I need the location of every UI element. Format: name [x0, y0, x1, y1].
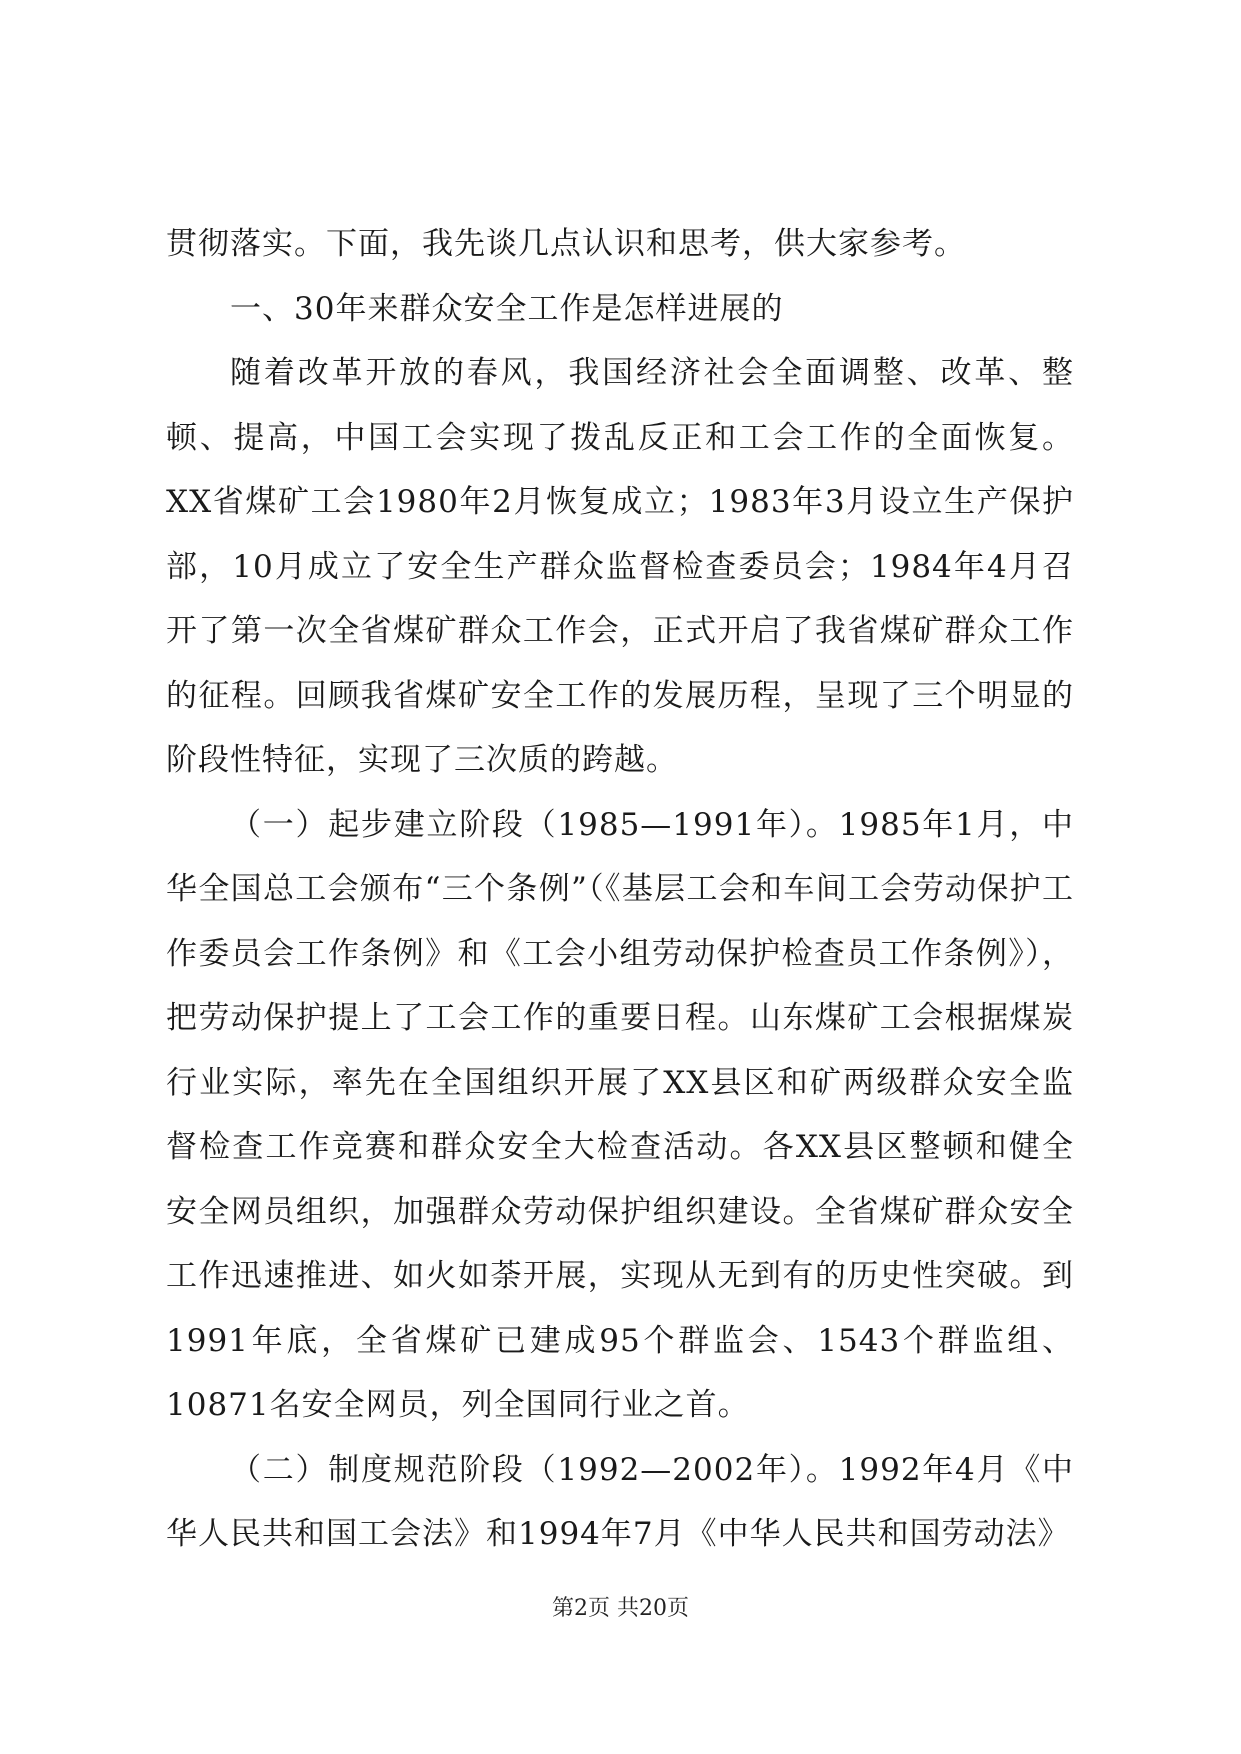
- paragraph-continuation: 贯彻落实。下面，我先谈几点认识和思考，供大家参考。: [166, 226, 966, 262]
- paragraph-stage-one: （一）起步建立阶段（1985—1991年）。1985年1月，中华全国总工会颁布“三个条例”（《基层工会和车间工会劳动保护工作委员会工作条例》和《工会小组劳动保护检查员工作条例》），把劳动保护提上了工会工作的重要日程。山东煤矿工会根据煤炭行业实际，率先在全国组织开展了XX县区和矿两级群众安全监督检查工作竞赛和群众安全大检查活动。各XX县区整顿和健全安全网员组织，加强群众劳动保护组织建设。全省煤矿群众安全工作迅速推进、如火如荼开展，实现从无到有的历史性突破。到1991年底，全省煤矿已建成95个群监会、1543个群监组、10871名安全网员，列全国同行业之首。: [166, 806, 1074, 1423]
- paragraph-intro: 随着改革开放的春风，我国经济社会全面调整、改革、整顿、提高，中国工会实现了拨乱反正和工会工作的全面恢复。XX省煤矿工会1980年2月恢复成立；1983年3月设立生产保护部，10月成立了安全生产群众监督检查委员会；1984年4月召开了第一次全省煤矿群众工作会，正式开启了我省煤矿群众工作的征程。回顾我省煤矿安全工作的发展历程，呈现了三个明显的阶段性特征，实现了三次质的跨越。: [166, 355, 1074, 778]
- page-footer: 第2页 共20页: [552, 1596, 689, 1621]
- document-body: [166, 212, 1074, 1567]
- section-heading: 一、30年来群众安全工作是怎样进展的: [230, 290, 784, 327]
- paragraph-stage-two: （二）制度规范阶段（1992—2002年）。1992年4月《中华人民共和国工会法》和1994年7月《中华人民共和国劳动法》: [166, 1451, 1074, 1552]
